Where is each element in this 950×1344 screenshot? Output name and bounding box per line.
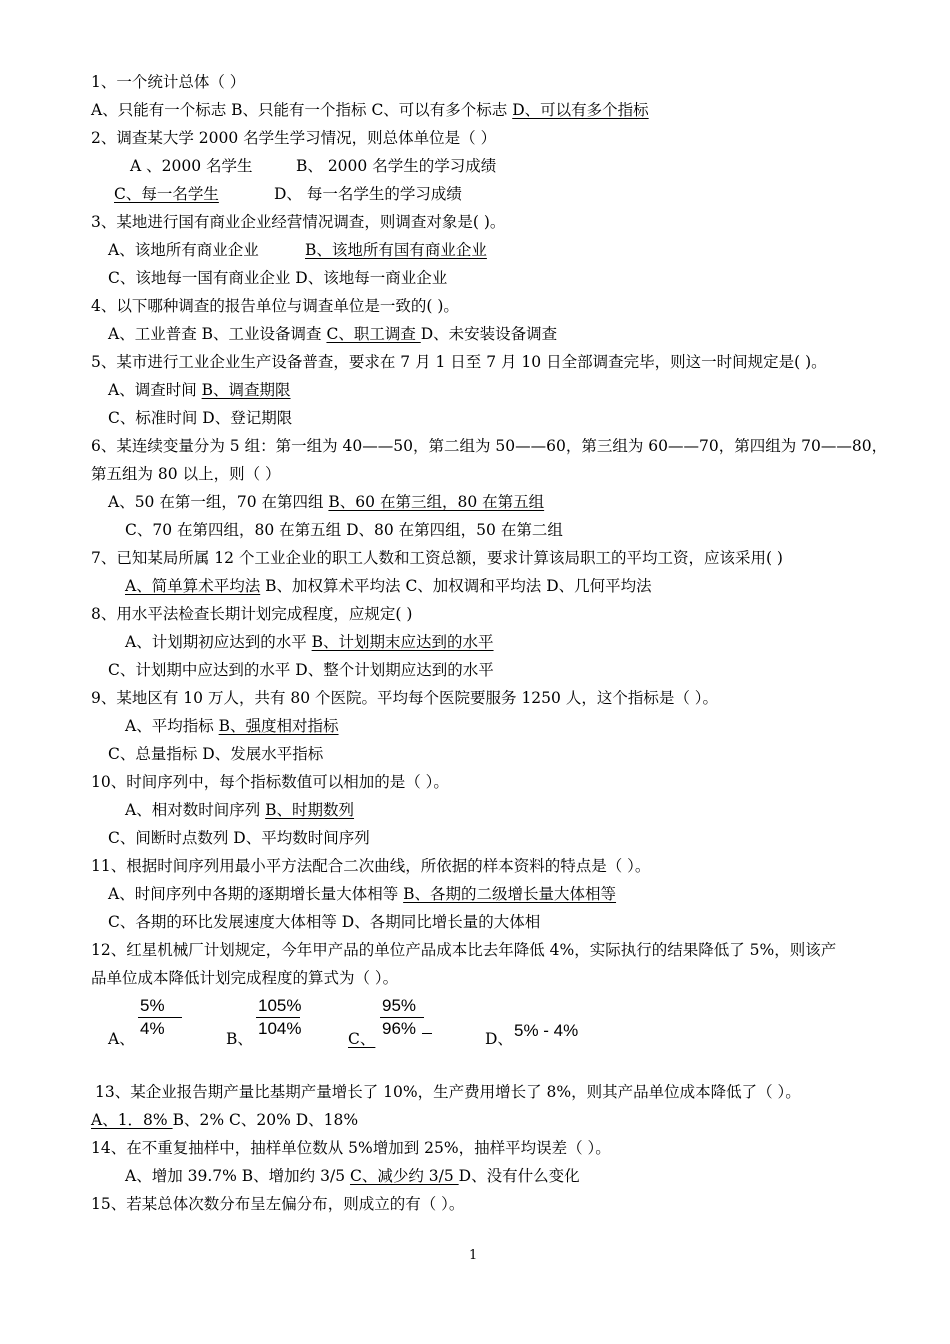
- question-3-options-cd: C、该地每一国有商业企业 D、该地每一商业企业: [108, 269, 448, 287]
- question-12-option-b-label: B、: [226, 1030, 253, 1048]
- question-7-stem: 7、已知某局所属 12 个工业企业的职工人数和工资总额，要求计算该局职工的平均工资，应该采用( ): [91, 549, 783, 567]
- question-4-answer: C、职工调查: [326, 325, 421, 343]
- question-14-options: [125, 1166, 580, 1186]
- question-6-options-cd: C、70 在第四组，80 在第五组 D、80 在第四组，50 在第二组: [125, 521, 563, 539]
- question-10-options: [125, 800, 354, 820]
- question-12-option-d-label: D、: [485, 1030, 513, 1048]
- question-10-answer: B、时期数列: [265, 801, 355, 819]
- question-10-options-cd: C、间断时点数列 D、平均数时间序列: [108, 829, 370, 847]
- question-13-options-bcd: B、2% C、20% D、18%: [172, 1111, 359, 1129]
- question-11-option-a: A、时间序列中各期的逐期增长量大体相等: [108, 885, 404, 903]
- question-5-stem: 5、某市进行工业企业生产设备普查，要求在 7 月 1 日至 7 月 10 日全部调查完毕，则这一时间规定是( )。: [91, 353, 827, 371]
- question-10-option-a: A、相对数时间序列: [125, 801, 266, 819]
- question-12-stem-line1: 12、红星机械厂计划规定，今年甲产品的单位产品成本比去年降低 4%，实际执行的结果降低了 5%，则该产: [91, 941, 837, 959]
- fraction-denominator: 4%: [140, 1019, 165, 1038]
- question-3-option-a: A、该地所有商业企业: [108, 241, 259, 259]
- question-2-stem: 2、调查某大学 2000 名学生学习情况，则总体单位是（ ）: [91, 129, 497, 147]
- question-9-answer: B、强度相对指标: [218, 717, 339, 735]
- question-4-options-ab: A、工业普查 B、工业设备调查: [108, 325, 327, 343]
- question-5-options-cd: C、标准时间 D、登记期限: [108, 409, 293, 427]
- question-9-options-cd: C、总量指标 D、发展水平指标: [108, 745, 324, 763]
- question-10-stem: 10、时间序列中，每个指标数值可以相加的是（ ）。: [91, 773, 449, 791]
- question-12-option-d-expression: 5% - 4%: [514, 1021, 579, 1040]
- question-13-stem: 13、某企业报告期产量比基期产量增长了 10%，生产费用增长了 8%，则其产品单位成本降低了（ ）。: [95, 1083, 801, 1101]
- question-4-option-d: D、未安装设备调查: [420, 325, 558, 343]
- question-9-stem: 9、某地区有 10 万人，共有 80 个医院。平均每个医院要服务 1250 人，这个指标是（ ）。: [91, 689, 718, 707]
- question-14-answer: C、减少约 3/5: [349, 1167, 459, 1185]
- question-12-answer-fraction: [380, 995, 440, 1040]
- fraction-denominator: [380, 1018, 440, 1040]
- question-14-options-ab: A、增加 39.7% B、增加约 3/5: [125, 1167, 350, 1185]
- question-9-options: [125, 716, 339, 736]
- question-12-option-b-fraction: [256, 995, 316, 1040]
- question-8-options: [125, 632, 494, 652]
- question-8-options-cd: C、计划期中应达到的水平 D、整个计划期应达到的水平: [108, 661, 494, 679]
- fraction-numerator: 105%: [256, 995, 300, 1018]
- question-11-stem: 11、根据时间序列用最小平方法配合二次曲线，所依据的样本资料的特点是（ ）。: [91, 857, 651, 875]
- question-8-answer: B、计划期末应达到的水平: [311, 633, 494, 651]
- question-6-answer: B、60 在第三组，80 在第五组: [328, 493, 545, 511]
- question-14-option-d: D、没有什么变化: [458, 1167, 580, 1185]
- fraction-numerator: 5%: [138, 995, 182, 1018]
- question-6-option-a: A、50 在第一组，70 在第四组: [108, 493, 329, 511]
- question-11-options-cd: C、各期的环比发展速度大体相等 D、各期同比增长量的大体相: [108, 913, 541, 931]
- question-7-options: [125, 576, 652, 596]
- question-5-options: [108, 380, 291, 400]
- question-11-options: [108, 884, 616, 904]
- question-13-answer: A、1．8%: [91, 1111, 173, 1129]
- question-7-options-bcd: B、加权算术平均法 C、加权调和平均法 D、几何平均法: [260, 577, 652, 595]
- question-4-options: [108, 324, 557, 344]
- question-12-option-a-label: A、: [108, 1030, 135, 1048]
- question-9-option-a: A、平均指标: [125, 717, 219, 735]
- answer-underline: [422, 1033, 432, 1034]
- question-3-answer: B、该地所有国有商业企业: [305, 241, 487, 259]
- fraction-denominator-text: 96%: [382, 1019, 417, 1038]
- question-5-answer: B、调查期限: [201, 381, 291, 399]
- question-2-option-b: B、 2000 名学生的学习成绩: [296, 157, 497, 175]
- question-1-stem: 1、一个统计总体（ ）: [91, 73, 246, 91]
- question-4-stem: 4、以下哪种调查的报告单位与调查单位是一致的( )。: [91, 297, 459, 315]
- question-6-stem-line1: 6、某连续变量分为 5 组：第一组为 40——50，第二组为 50——60，第三组为 60——70，第四组为 70——80，: [91, 437, 888, 455]
- fraction-denominator: 104%: [258, 1019, 302, 1038]
- question-6-stem-line2: 第五组为 80 以上，则（ ）: [91, 465, 281, 483]
- question-8-stem: 8、用水平法检查长期计划完成程度，应规定( ): [91, 605, 413, 623]
- question-2-option-a: A 、2000 名学生: [130, 157, 253, 175]
- question-7-answer: A、简单算术平均法: [125, 577, 261, 595]
- question-13-options: [91, 1110, 358, 1130]
- fraction-numerator: 95%: [380, 995, 424, 1018]
- question-2-answer: C、每一名学生: [114, 185, 219, 203]
- question-12-answer-label: C、: [348, 1030, 376, 1048]
- question-3-stem: 3、某地进行国有商业企业经营情况调查，则调查对象是( )。: [91, 213, 506, 231]
- question-12-stem-line2: 品单位成本降低计划完成程度的算式为（ ）。: [91, 969, 399, 987]
- question-5-option-a: A、调查时间: [108, 381, 202, 399]
- question-15-stem: 15、若某总体次数分布呈左偏分布，则成立的有（ ）。: [91, 1195, 465, 1213]
- question-2-option-d: D、 每一名学生的学习成绩: [274, 185, 462, 203]
- page-number: 1: [469, 1248, 478, 1263]
- question-14-stem: 14、在不重复抽样中，抽样单位数从 5%增加到 25%，抽样平均误差（ ）。: [91, 1139, 611, 1157]
- question-1-options: [91, 100, 649, 120]
- question-1-answer: D、可以有多个指标: [512, 101, 649, 119]
- question-6-options: [108, 492, 544, 512]
- question-11-answer: B、各期的二级增长量大体相等: [403, 885, 617, 903]
- question-1-option-text: A、只能有一个标志 B、只能有一个指标 C、可以有多个标志: [91, 101, 513, 119]
- question-8-option-a: A、计划期初应达到的水平: [125, 633, 312, 651]
- question-12-option-a-fraction: [138, 995, 198, 1040]
